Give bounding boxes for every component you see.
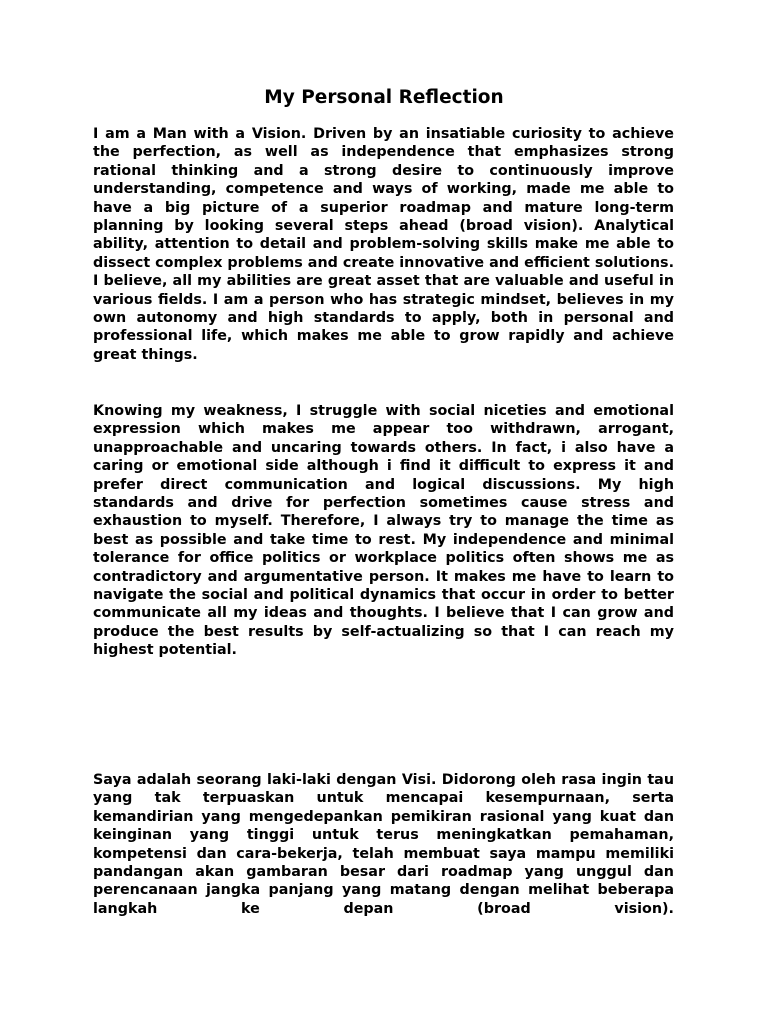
paragraph-english-weaknesses: Knowing my weakness, I struggle with social niceties and emotional expression which makes me appear too withdrawn, arrogant, unapproachable and uncaring towards others. In fact, i also have a caring or emotional side although i find it difficult to express it and prefer direct communication and logical discussions. My high standards and drive for perfection sometimes cause stress and exhaustion to myself. Therefore, I always try to manage the time as best as possible and take time to rest. My independence and minimal tolerance for office politics or workplace politics often shows me as contradictory and argumentative person. It makes me have to learn to navigate the social and political dynamics that occur in order to better communicate all my ideas and thoughts. I believe that I can grow and produce the best results by self-actualizing so that I can reach my highest potential.	[93, 403, 674, 659]
paragraph-indonesian-strengths: Saya adalah seorang laki-laki dengan Visi. Didorong oleh rasa ingin tau yang tak terpuaskan untuk mencapai kesempurnaan, serta kemandirian yang mengedepankan pemikiran rasional yang kuat dan keinginan yang tinggi untuk terus meningkatkan pemahaman, kompetensi dan cara-bekerja, telah membuat saya mampu memiliki pandangan akan gambaran besar dari roadmap yang unggul dan perencanaan jangka panjang yang matang dengan melihat beberapa langkah ke depan (broad vision).	[93, 772, 674, 917]
paragraph-english-strengths: I am a Man with a Vision. Driven by an insatiable curiosity to achieve the perfection, as well as independence that emphasizes strong rational thinking and a strong desire to continuously improve understanding, competence and ways of working, made me able to have a big picture of a superior roadmap and mature long-term planning by looking several steps ahead (broad vision). Analytical ability, attention to detail and problem-solving skills make me able to dissect complex problems and create innovative and efficient solutions. I believe, all my abilities are great asset that are valuable and useful in various fields. I am a person who has strategic mindset, believes in my own autonomy and high standards to apply, both in personal and professional life, which makes me able to grow rapidly and achieve great things.	[93, 126, 674, 363]
page-title: My Personal Reflection	[264, 87, 504, 108]
